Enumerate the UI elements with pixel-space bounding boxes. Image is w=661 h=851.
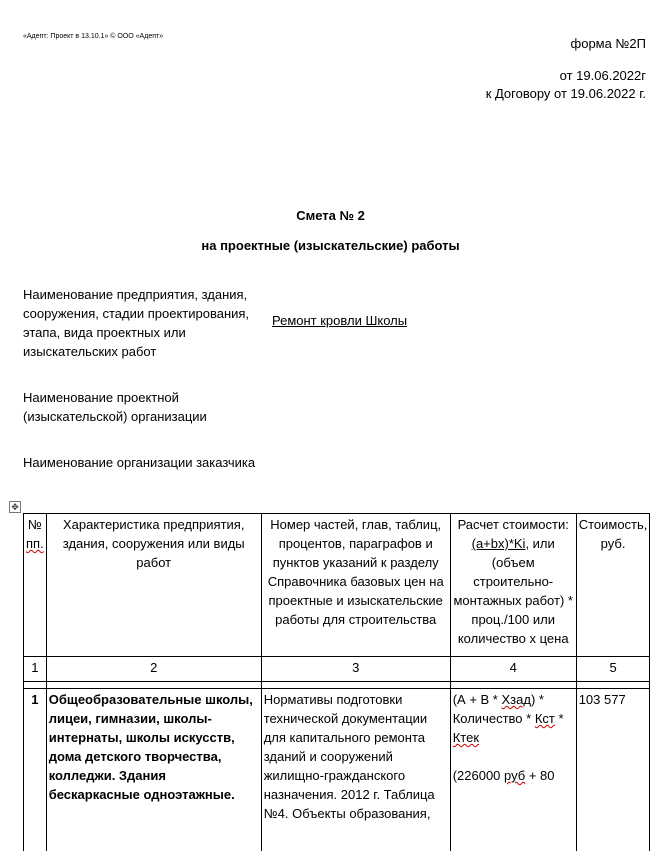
header-reference: Номер частей, глав, таблиц, процентов, параграфов и пунктов указаний к разделу Справочника базовых цен на проектные и изыскательские работы для строительства [261,514,450,657]
column-number: 2 [46,657,261,682]
contract-reference: к Договору от 19.06.2022 г. [486,86,646,101]
row-number: 1 [24,689,47,851]
customer-label: Наименование организации заказчика [23,453,255,472]
row-description: Общеобразовательные школы, лицеи, гимназии, школы-интернаты, школы искусств, дома детского творчества, колледжи. Здания бескаркасные одноэтажные. [46,689,261,851]
row-calculation: (А + В * Хзад) * Количество * Кст * Ктек (226000 руб + 80 [450,689,576,851]
form-label: форма №2П [571,36,646,51]
header-characteristic: Характеристика предприятия, здания, сооружения или виды работ [46,514,261,657]
column-number: 1 [24,657,47,682]
spacer-row [24,682,650,689]
header-cost: Стоимость, руб. [576,514,650,657]
column-number: 4 [450,657,576,682]
object-value: Ремонт кровли Школы [272,313,407,328]
estimate-table [23,513,650,851]
column-number: 3 [261,657,450,682]
document-title: Смета № 2 [0,208,661,223]
row-cost: 103 577 [576,689,650,851]
table-header-row [24,514,650,657]
software-note: «Адепт: Проект в 13.10.1» © ООО «Адепт» [23,32,173,42]
column-number-row [24,657,650,682]
header-number: № пп. [24,514,47,657]
row-reference: Нормативы подготовки технической документации для капитального ремонта зданий и сооружений жилищно-гражданского назначения. 2012 г. Таблица №4. Объекты образования, [261,689,450,851]
document-subtitle: на проектные (изыскательские) работы [0,238,661,253]
organization-label: Наименование проектной (изыскательской) организации [23,388,207,426]
object-label: Наименование предприятия, здания, сооружения, стадии проектирования, этапа, вида проектных или изыскательских работ [23,285,273,361]
document-date: от 19.06.2022г [560,68,646,83]
header-calculation: Расчет стоимости: (a+bx)*Ki, или (объем строительно-монтажных работ) * проц./100 или количество х цена [450,514,576,657]
table-move-handle-icon[interactable]: ✥ [9,501,21,513]
column-number: 5 [576,657,650,682]
